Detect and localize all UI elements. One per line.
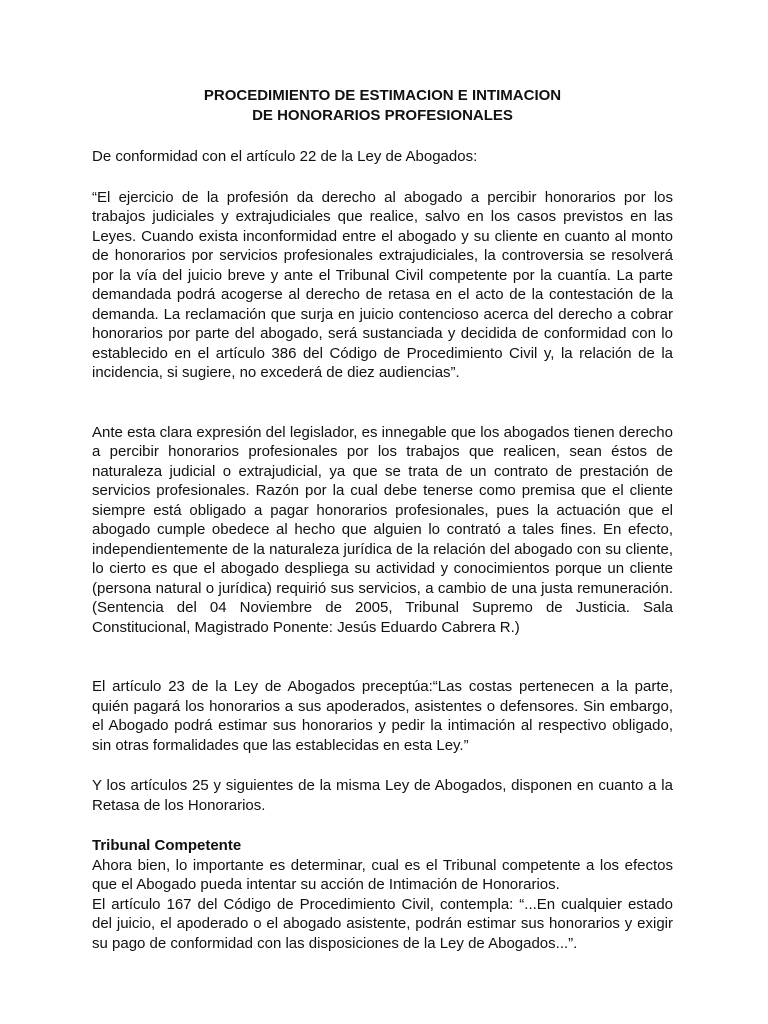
spacer	[92, 383, 673, 423]
article-23-paragraph: El artículo 23 de la Ley de Abogados preceptúa:“Las costas pertenecen a la parte, quién pagará los honorarios a sus apoderados, asistentes o defensores. Sin embargo, el Abogado podrá estimar sus honorarios y pedir la intimación al respectivo obligado, sin otras formalidades que las establecidas en esta Ley.”	[92, 678, 673, 754]
spacer	[92, 755, 673, 776]
spacer	[92, 167, 673, 188]
title-line-1: PROCEDIMIENTO DE ESTIMACION E INTIMACION	[203, 87, 562, 104]
intro-paragraph: De conformidad con el artículo 22 de la Ley de Abogados:	[92, 148, 478, 165]
legislador-paragraph: Ante esta clara expresión del legislador, es innegable que los abogados tienen derecho a percibir honorarios profesionales por los trabajos que realicen, sean éstos de naturaleza judicial o extrajudicial, ya que se trata de un contrato de prestación de servicios profesionales. Razón por la cual debe tenerse como premisa que el cliente siempre está obligado a pagar honorarios profesionales, pues la actuación que el abogado cumple obedece al hecho que alguien lo contrató a tales fines. En efecto, independientemente de la naturaleza jurídica de la relación del abogado con su cliente, lo cierto es que el abogado despliega su actividad y conocimientos porque un cliente (persona natural o jurídica) requirió sus servicios, a cambio de una justa remuneración. (Sentencia del 04 Noviembre de 2005, Tribunal Supremo de Justicia. Sala Constitucional, Magistrado Ponente: Jesús Eduardo Cabrera R.)	[92, 423, 673, 636]
title-line-2: DE HONORARIOS PROFESIONALES	[252, 107, 513, 124]
spacer	[92, 637, 673, 677]
section-heading-tribunal: Tribunal Competente	[92, 837, 242, 854]
spacer	[92, 126, 673, 147]
document-title	[92, 86, 673, 126]
tribunal-paragraph: Ahora bien, lo importante es determinar, cual es el Tribunal competente a los efectos que el Abogado pueda intentar su acción de Intimación de Honorarios.	[92, 856, 673, 893]
spacer	[92, 815, 673, 836]
article-167-paragraph: El artículo 167 del Código de Procedimiento Civil, contempla: “...En cualquier estado del juicio, el apoderado o el abogado asistente, podrán estimar sus honorarios y exigir su pago de conformidad con las disposiciones de la Ley de Abogados...”.	[92, 895, 673, 952]
document-page	[92, 86, 673, 953]
article-22-quote: “El ejercicio de la profesión da derecho al abogado a percibir honorarios por los trabajos judiciales y extrajudiciales que realice, salvo en los casos previstos en las Leyes. Cuando exista inconformidad entre el abogado y su cliente en cuanto al monto de honorarios por servicios profesionales extrajudiciales, la controversia se resolverá por la vía del juicio breve y ante el Tribunal Civil competente por la cuantía. La parte demandada podrá acogerse al derecho de retasa en el acto de la contestación de la demanda. La reclamación que surja en juicio contencioso acerca del derecho a cobrar honorarios por parte del abogado, será sustanciada y decidida de conformidad con lo establecido en el artículo 386 del Código de Procedimiento Civil y, la relación de la incidencia, si sugiere, no excederá de diez audiencias”.	[92, 188, 673, 381]
article-25-paragraph: Y los artículos 25 y siguientes de la misma Ley de Abogados, disponen en cuanto a la Retasa de los Honorarios.	[92, 777, 673, 814]
